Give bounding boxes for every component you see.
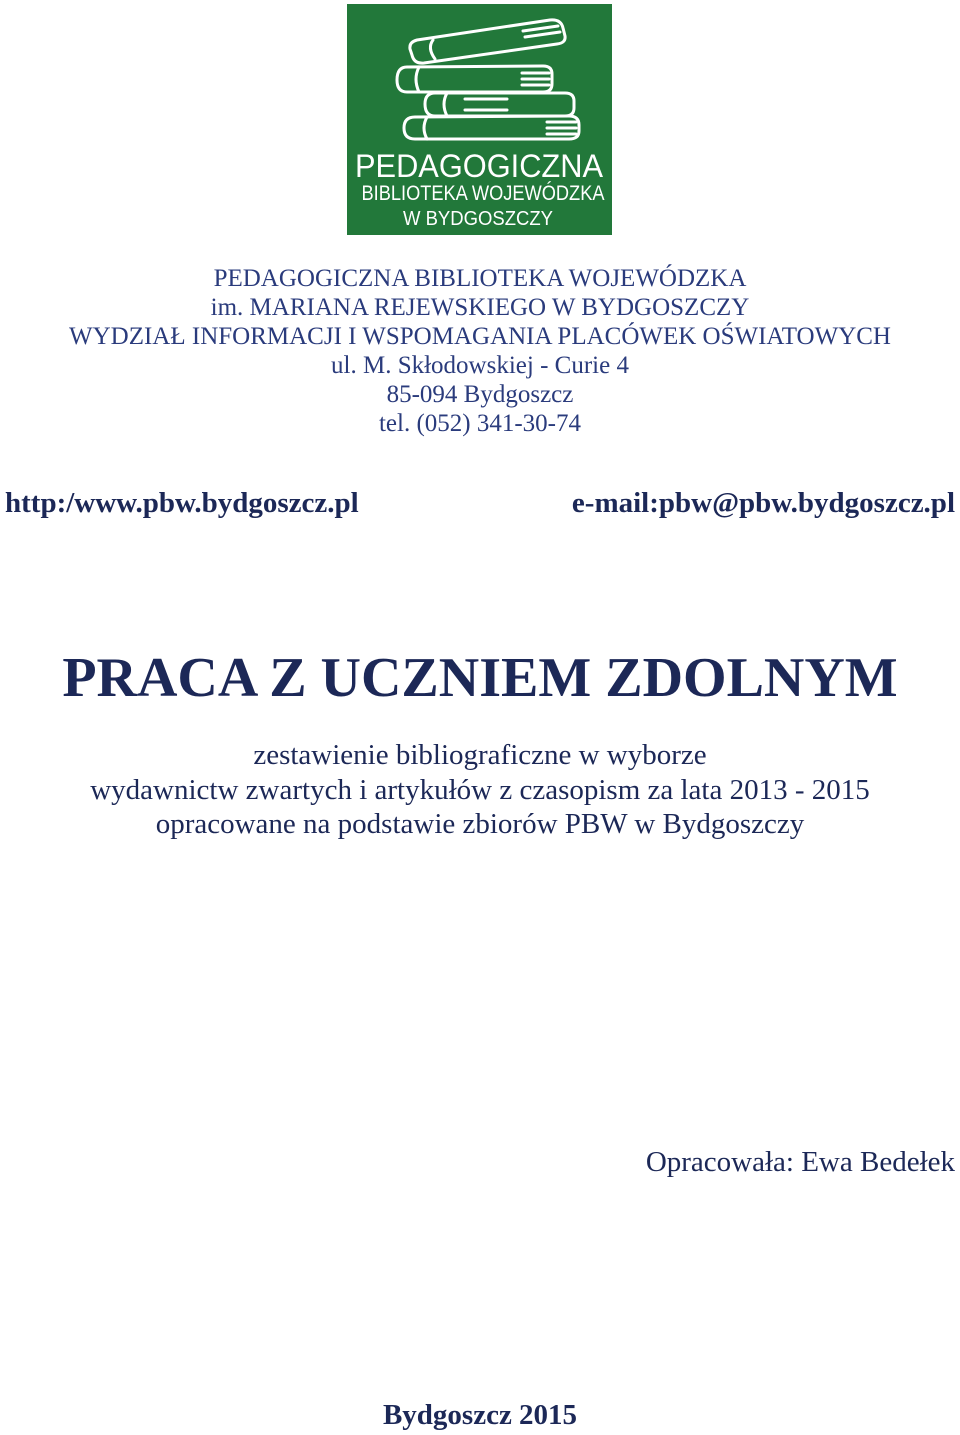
- place-and-year: Bydgoszcz 2015: [382, 1399, 578, 1431]
- document-subtitle: [0, 738, 960, 842]
- subtitle-line-source: opracowane na podstawie zbiorów PBW w Bydgoszczy: [155, 808, 805, 840]
- header-line-patron: im. MARIANA REJEWSKIEGO W BYDGOSZCZY: [210, 294, 750, 321]
- logo-text-pedagogiczna: PEDAGOGICZNA: [355, 148, 604, 184]
- logo-text-biblioteka: BIBLIOTEKA WOJEWÓDZKA: [361, 182, 605, 205]
- subtitle-line-description: zestawienie bibliograficzne w wyborze: [253, 739, 707, 771]
- email-link[interactable]: e-mail:pbw@pbw.bydgoszcz.pl: [571, 487, 955, 519]
- website-link[interactable]: http:/www.pbw.bydgoszcz.pl: [5, 487, 359, 519]
- document-title: PRACA Z UCZNIEM ZDOLNYM: [62, 647, 898, 709]
- header-line-institution: PEDAGOGICZNA BIBLIOTEKA WOJEWÓDZKA: [213, 265, 747, 292]
- header-line-city: 85-094 Bydgoszcz: [386, 381, 574, 408]
- header-line-street: ul. M. Skłodowskiej - Curie 4: [331, 352, 629, 379]
- header-line-department: WYDZIAŁ INFORMACJI I WSPOMAGANIA PLACÓWEK OŚWIATOWYCH: [69, 323, 891, 350]
- library-logo-graphic: [347, 4, 612, 235]
- institution-header: [0, 264, 960, 438]
- author-credit: Opracowała: Ewa Bedełek: [645, 1146, 955, 1178]
- subtitle-line-scope: wydawnictw zwartych i artykułów z czasopism za lata 2013 - 2015: [90, 773, 870, 806]
- logo-text-city: W BYDGOSZCZY: [403, 208, 553, 230]
- contact-row: [0, 487, 960, 520]
- header-line-phone: tel. (052) 341-30-74: [378, 410, 582, 437]
- library-logo: [347, 4, 612, 235]
